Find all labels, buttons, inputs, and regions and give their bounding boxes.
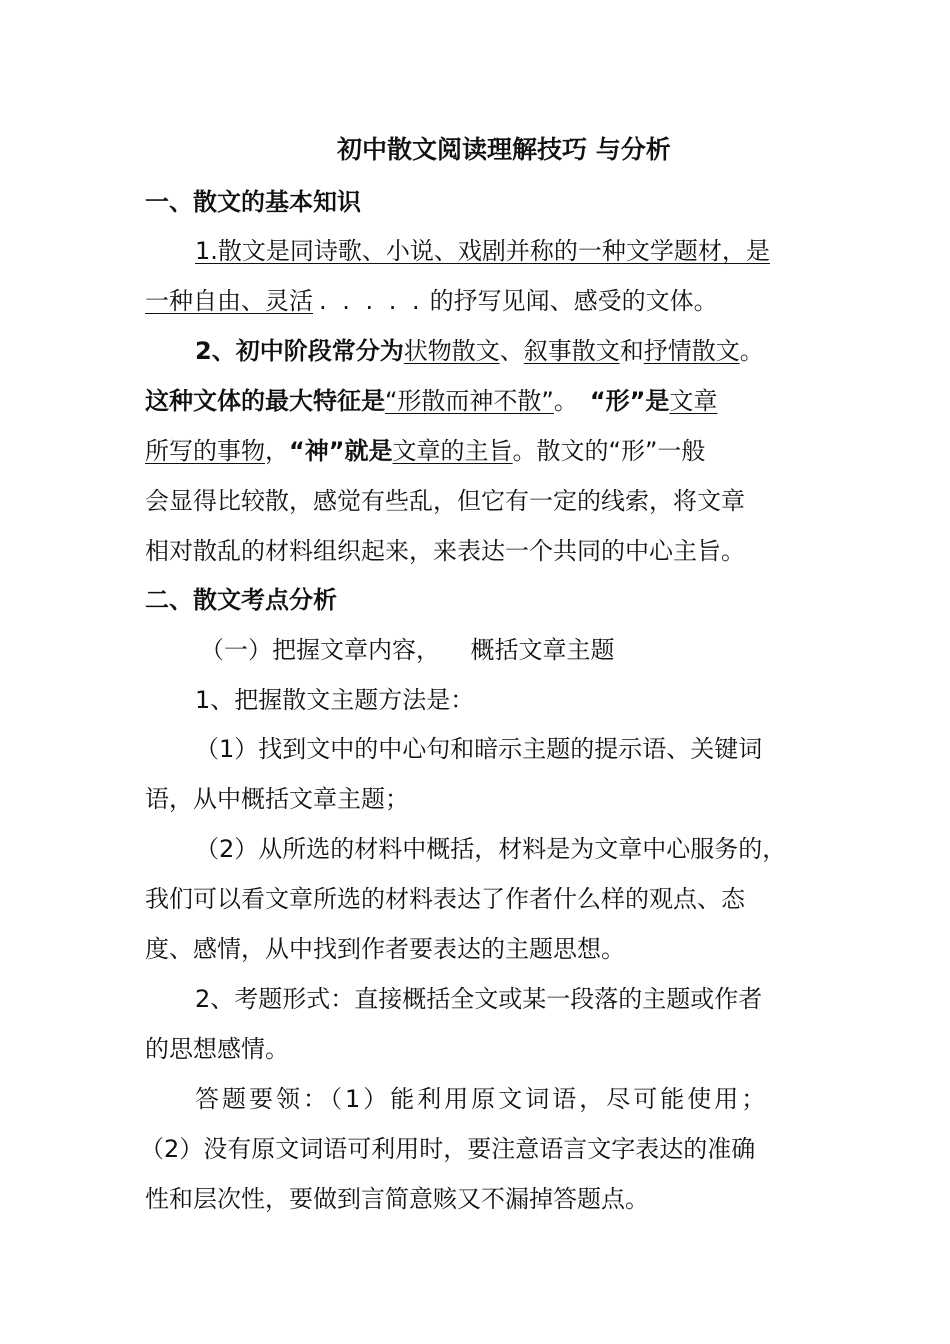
page-title: 初中散文阅读理解技巧 与分析 [337,135,671,164]
text: 的抒写见闻、感受的文体。 [429,287,718,315]
underlined-quote: “形散而神不散” [385,387,554,415]
bold-text: 这种文体的最大特征是 [145,387,385,415]
paragraph-line [195,235,875,267]
underlined-text: 一种自由、灵活 [145,287,313,315]
paragraph-line: （1）找到文中的中心句和暗示主题的提示语、关键词 [195,735,763,763]
paragraph-line [145,385,825,417]
paragraph-line: （2）没有原文词语可利用时，要注意语言文字表达的准确 [140,1135,756,1163]
bold-text: “神”就是 [289,437,393,465]
underlined-text: 文章 [669,387,718,415]
paragraph-line: 答题要领：（1）能利用原文词语，尽可能使用； [195,1085,769,1113]
paragraph-line: 1、把握散文主题方法是： [195,686,475,714]
paragraph-line [145,435,825,467]
paragraph-line: 度、感情，从中找到作者要表达的主题思想。 [145,935,625,963]
bold-text: 2、初中阶段常分为 [195,337,404,365]
paragraph-line: 语，从中概括文章主题； [145,785,409,813]
underlined-text: 1.散文是同诗歌、小说、戏剧并称的一种文学题材，是 [195,237,770,265]
underlined-term: 叙事散文 [523,337,620,365]
subsection-heading: （一）把握文章内容， 概括文章主题 [200,636,615,664]
section-heading-analysis: 二、散文考点分析 [145,586,337,614]
paragraph-line: （2）从所选的材料中概括，材料是为文章中心服务的， [195,835,787,863]
underlined-term: 状物散文 [403,337,500,365]
text: 。 [553,387,578,415]
paragraph-line: 性和层次性，要做到言简意赅又不漏掉答题点。 [145,1185,649,1213]
paragraph-line [145,285,825,317]
paragraph-line: 的思想感情。 [145,1035,289,1063]
paragraph-line [195,335,875,367]
text: 和 [619,337,644,365]
text: ， [265,437,289,465]
paragraph-line: 2、考题形式：直接概括全文或某一段落的主题或作者 [195,985,763,1013]
dot-marks: . . . . . [319,287,424,315]
bold-text: “形”是 [589,387,670,415]
underlined-term: 抒情散文 [643,337,740,365]
section-heading-basics: 一、散文的基本知识 [145,188,361,216]
paragraph-line: 会显得比较散，感觉有些乱，但它有一定的线索，将文章 [145,487,745,515]
text: 。 [739,337,764,365]
paragraph-line: 我们可以看文章所选的材料表达了作者什么样的观点、态 [145,885,745,913]
underlined-text: 文章的主旨 [392,437,513,465]
text: 。散文的“形”一般 [512,437,706,465]
text: 、 [499,337,524,365]
paragraph-line: 相对散乱的材料组织起来，来表达一个共同的中心主旨。 [145,537,745,565]
underlined-text: 所写的事物 [145,437,265,465]
